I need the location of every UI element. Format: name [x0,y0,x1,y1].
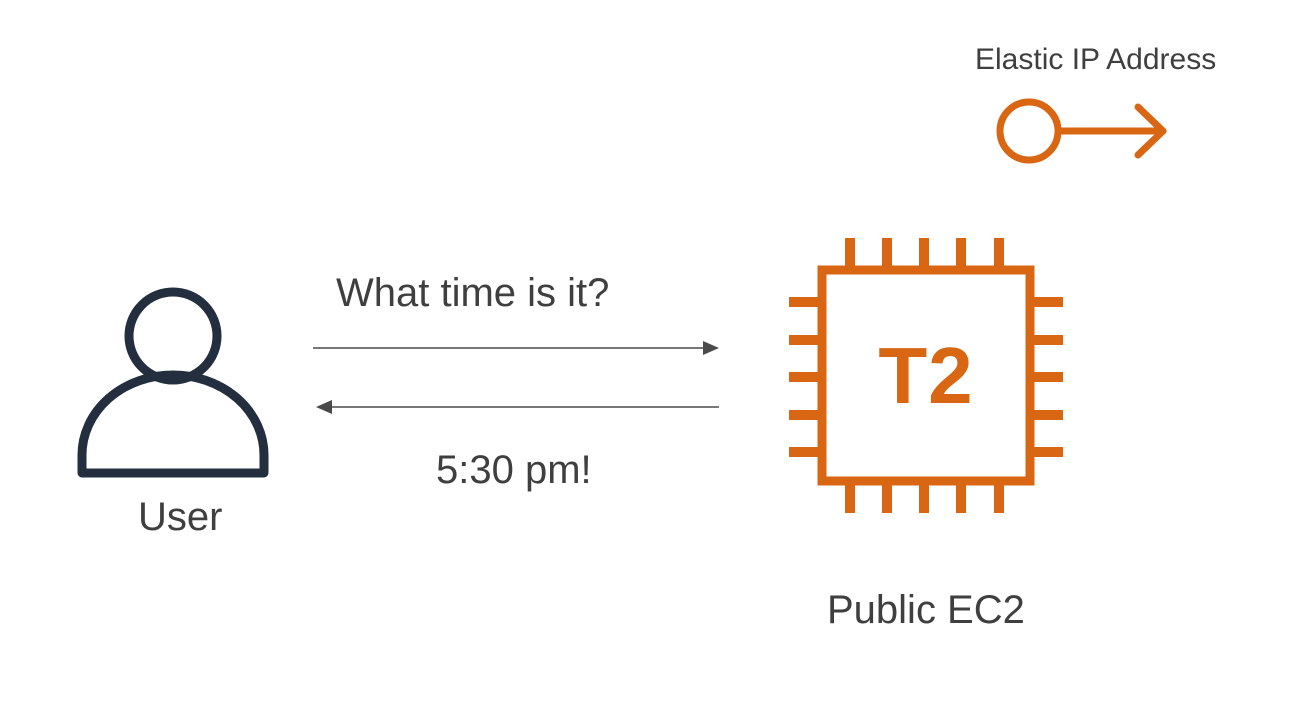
user-label: User [138,495,223,539]
response-text: 5:30 pm! [436,448,592,492]
elastic-ip-label: Elastic IP Address [975,43,1217,76]
ec2-label: Public EC2 [827,588,1025,632]
chip-text: T2 [878,330,974,420]
request-text: What time is it? [336,271,610,315]
